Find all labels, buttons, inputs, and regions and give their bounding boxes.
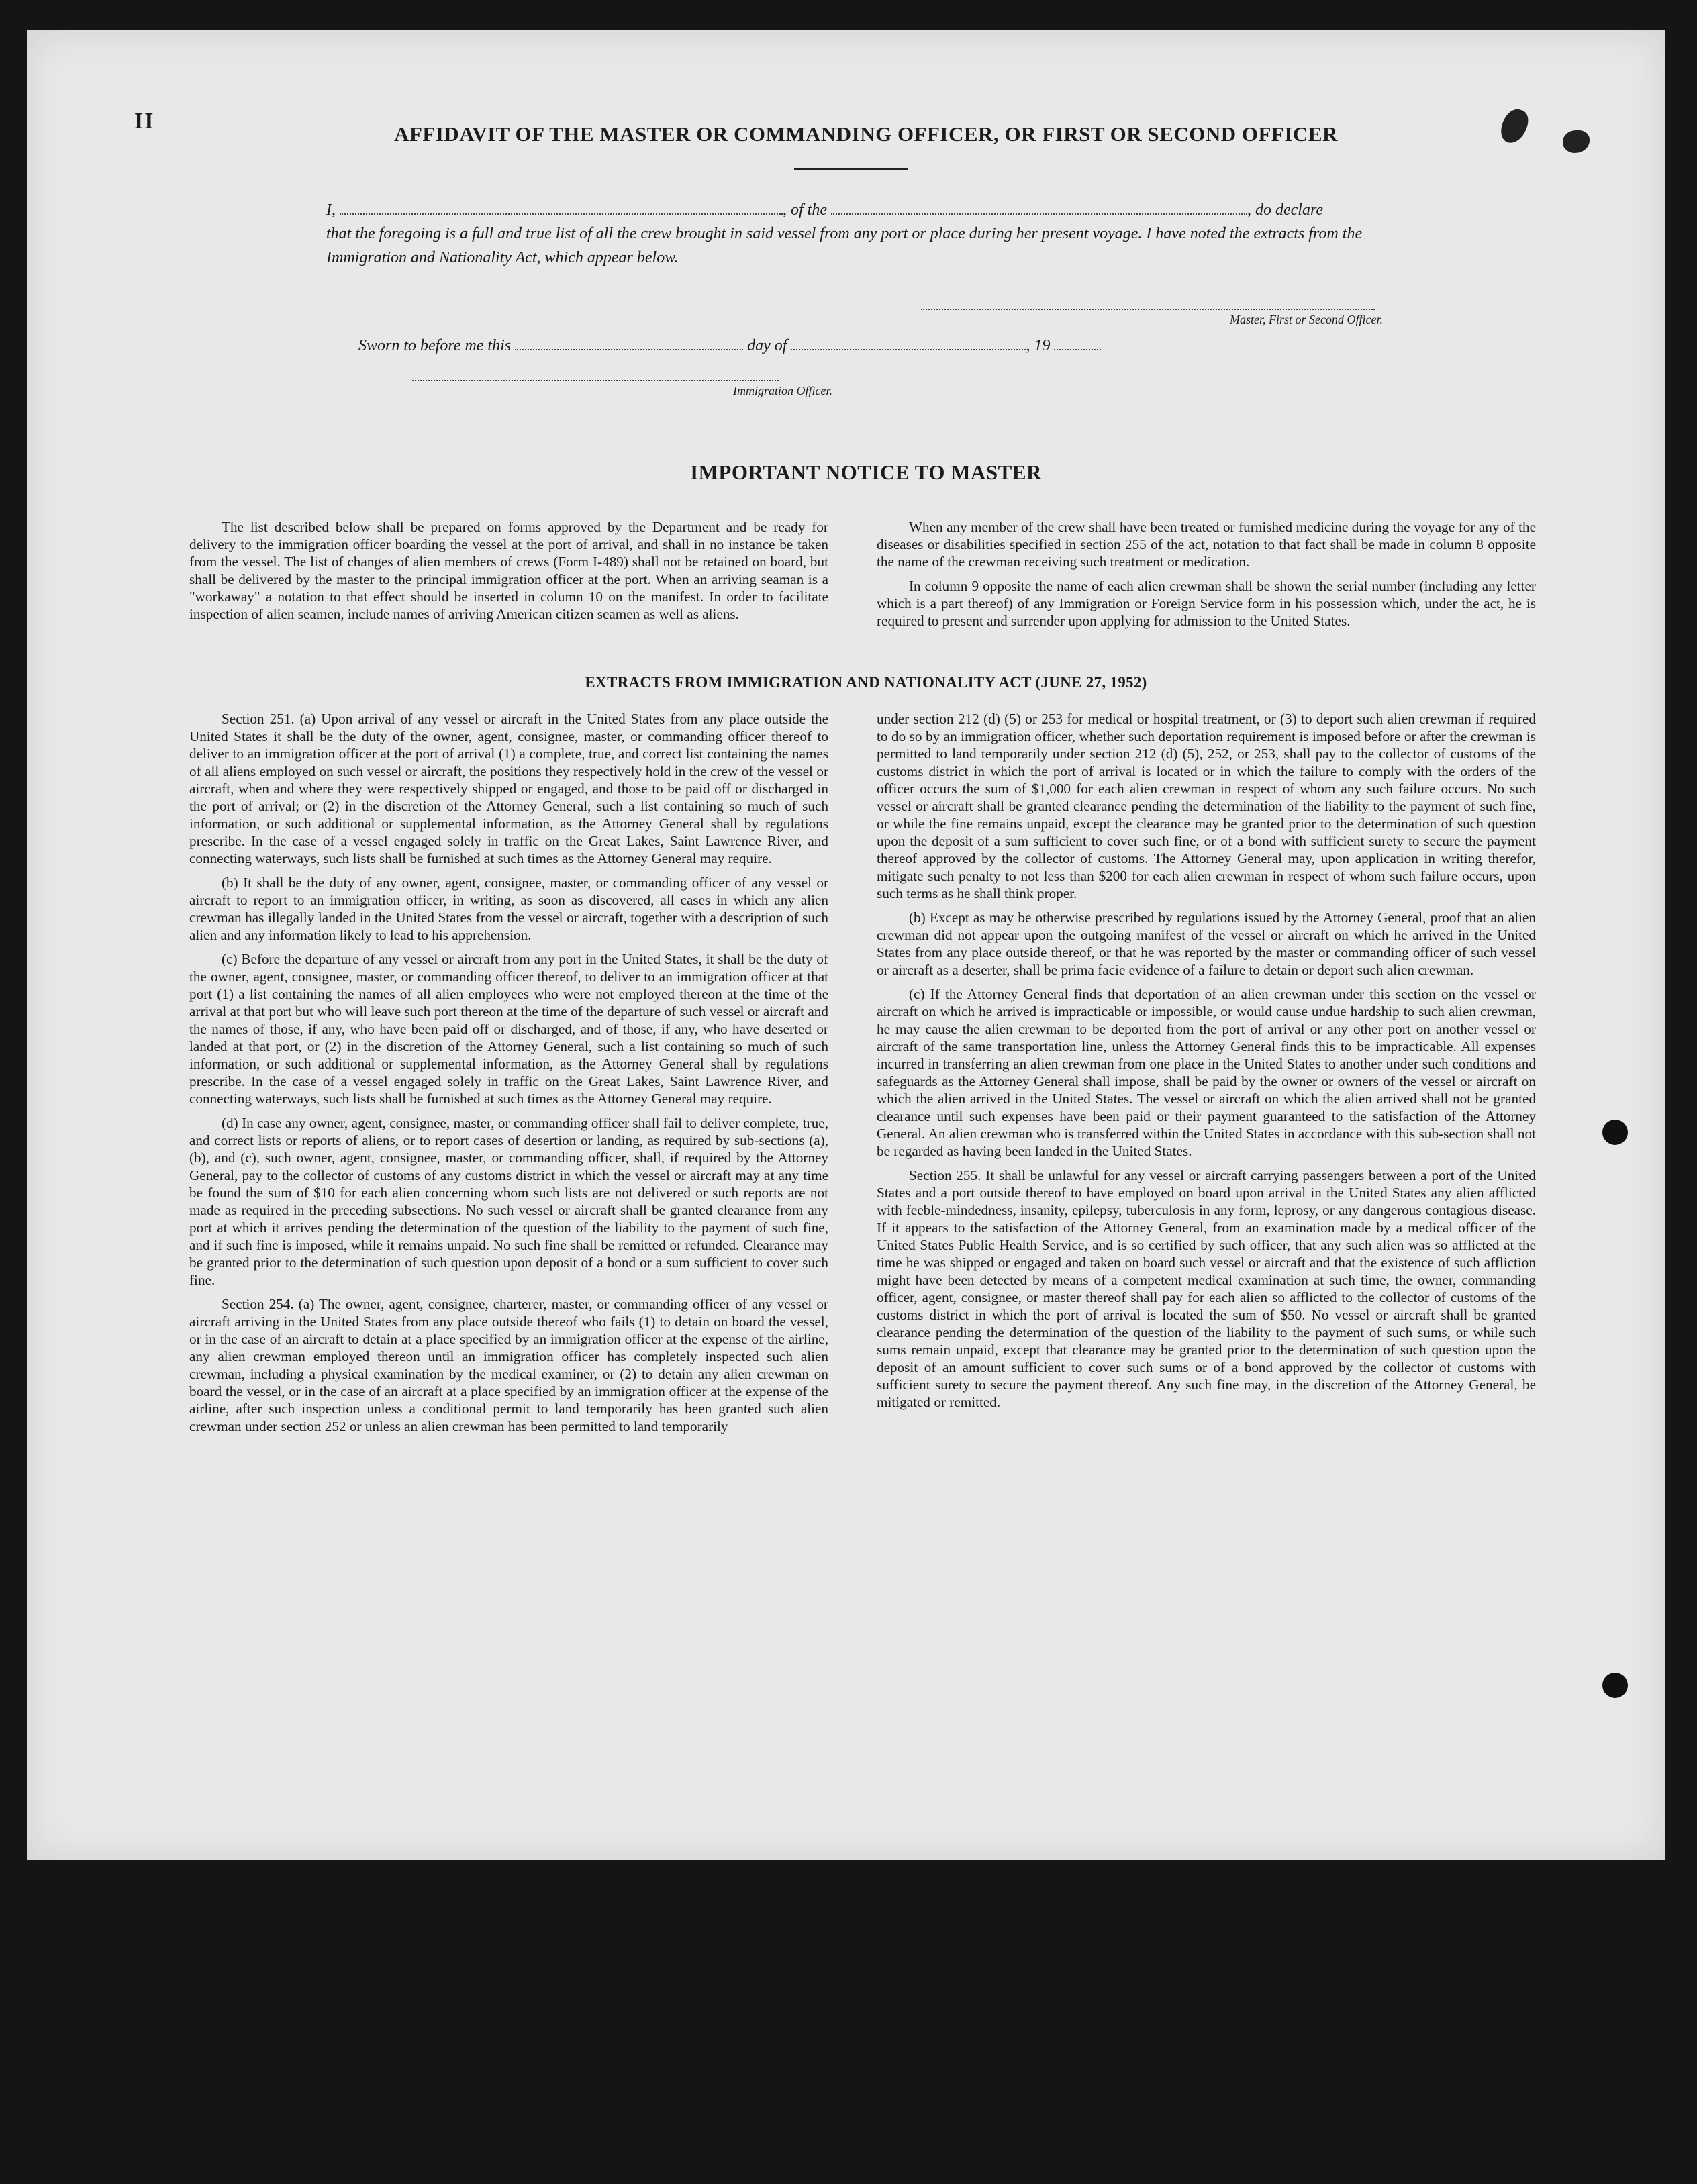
month-blank: [791, 334, 1026, 350]
extracts-title: EXTRACTS FROM IMMIGRATION AND NATIONALITY ACT (JUNE 27, 1952): [585, 674, 1147, 691]
year-blank: [1054, 334, 1101, 350]
act-paragraph: (c) Before the departure of any vessel or aircraft from any port in the United States, it shall be the duty of the owner, agent, consignee, master, or commanding officer thereof, to deliver to an immigration officer at that port (1) a list containing the names of all alien employees who were not employed thereon at the time of the arrival at that port but who will leave such port thereon at the time of the departure of such vessel or aircraft and the names of those, if any, who have been paid off or discharged, and of those, if any, who have deserted or landed at that port, or (2) in the discretion of the Attorney General, such a list containing so much of such information, or such additional or supplemental information, as the Attorney General shall by regulations prescribe. In the case of a vessel engaged solely in traffic on the Great Lakes, Saint Lawrence River, and connecting waterways, such lists shall be furnished at such times as the Attorney General may require.: [189, 951, 828, 1107]
act-paragraph: (b) Except as may be otherwise prescribed by regulations issued by the Attorney General, proof that an alien crewman did not appear upon the outgoing manifest of the vessel or aircraft on which he arrived in the United States from any place outside thereof, or that he was reported by the master or commanding officer of such vessel or aircraft as a deserter, shall be prima facie evidence of a failure to detain or deport such alien crewman.: [877, 909, 1536, 978]
declaration-text: that the foregoing is a full and true list of all the crew brought in said vessel from any port or place during her present voyage. I have noted the extracts from the Immigration and Nationality Act, which appear below.: [326, 225, 1363, 266]
vessel-blank: [831, 199, 1247, 215]
master-caption: Master, First or Second Officer.: [1230, 313, 1383, 326]
declaration-line-1: [326, 199, 1400, 221]
act-paragraph: Section 255. It shall be unlawful for any vessel or aircraft carrying passengers between a port of the United States and a port outside thereof to have employed on board upon arrival in the United States any alien afflicted with feeble-mindedness, insanity, epilepsy, tuberculosis in any form, leprosy, or any dangerous contagious disease. If it appears to the satisfaction of the Attorney General, from an examination made by a medical officer of the United States Public Health Service, and is so certified by such officer, that any such alien was so afflicted at the time he was shipped or engaged and taken on board such vessel or aircraft and that the existence of such affliction might have been detected by means of a competent medical examination at such time, the owner, commanding officer, agent, consignee, or master thereof shall pay for each alien so afflicted to the collector of customs of the customs district in which the port of arrival is located the sum of $50. No vessel or aircraft shall be granted clearance pending the determination of the question of the liability to the payment of such sums, or while such sums remain unpaid, except that clearance may be granted prior to the determination of such question upon the deposit of an amount sufficient to cover such sums or of a bond approved by the collector of customs with sufficient surety to secure the payment thereof. Any such fine may, in the discretion of the Attorney General, be mitigated or remitted.: [877, 1167, 1536, 1410]
of-the-label: , of the: [783, 201, 827, 219]
master-signature-line: [921, 309, 1375, 310]
page-number: II: [134, 109, 155, 134]
name-blank: [340, 199, 783, 215]
sworn-line: [358, 334, 1164, 357]
notice-paragraph: The list described below shall be prepared on forms approved by the Department and be ready for delivery to the immigration officer boarding the vessel at the port of arrival, and shall in no instance be taken from the vessel. The list of changes of alien members of crews (Form I-489) shall not be retained on board, but shall be delivered by the master to the principal immigration officer at the port. When an arriving seaman is a "workaway" a notation to that effect should be inserted in column 10 on the manifest. In order to facilitate inspection of alien seamen, include names of arriving American citizen seamen as well as aliens.: [189, 519, 828, 622]
document-page: [27, 30, 1665, 1860]
officer-signature-line: [412, 380, 779, 381]
punch-hole: [1602, 1120, 1628, 1145]
officer-caption: Immigration Officer.: [733, 384, 832, 397]
notice-title: IMPORTANT NOTICE TO MASTER: [690, 460, 1042, 484]
act-paragraph: under section 212 (d) (5) or 253 for medical or hospital treatment, or (3) to deport such alien crewman if required to do so by an immigration officer, whether such deportation requirement is imposed before or after the crewman is permitted to land temporarily under section 212 (d) (5), 252, or 253, shall pay to the collector of customs of the customs district in which the port of arrival is located or in which the failure to comply with the orders of the officer occurs the sum of $1,000 for each alien crewman in respect of whom any such failure occurs. No such vessel or aircraft shall be granted clearance pending the determination of the liability to the payment of such fine, or while the fine remains unpaid, except the clearance may be granted prior to the determination of such question upon the deposit of a sum sufficient to cover such fine, or of a bond with sufficient surety to secure the payment thereof approved by the collector of customs. The Attorney General may, upon application in writing therefor, mitigate such penalty to not less than $200 for each alien crewman in respect of whom such failure occurs, upon such terms as he shall think proper.: [877, 711, 1536, 901]
punch-hole: [1602, 1673, 1628, 1698]
day-blank: [515, 334, 743, 350]
act-paragraph: Section 254. (a) The owner, agent, consignee, charterer, master, or commanding officer of any vessel or aircraft arriving in the United States from any place outside thereof who fails (1) to detain on board the vessel, or in the case of an aircraft to detain at a place specified by an immigration officer at the expense of the airline, any alien crewman employed thereon until an immigration officer has completely inspected such alien crewman, including a physical examination by the medical examiner, or (2) to detain any alien crewman on board the vessel, or in the case of an aircraft at a place specified by an immigration officer at the expense of the airline, after such inspection unless a conditional permit to land temporarily has been granted such alien crewman under section 252 or unless an alien crewman has been permitted to land temporarily: [189, 1296, 828, 1434]
do-declare-label: , do declare: [1247, 201, 1324, 219]
title-rule: [794, 168, 908, 170]
notice-paragraph: When any member of the crew shall have been treated or furnished medicine during the voyage for any of the diseases or disabilities specified in section 255 of the act, notation to that fact shall be made in column 8 opposite the name of the crewman receiving such treatment or medication.: [877, 519, 1536, 570]
act-paragraph: (d) In case any owner, agent, consignee, master, or commanding officer shall fail to deliver complete, true, and correct lists or reports of aliens, or to report cases of desertion or landing, as required by sub-sections (a), (b), and (c), such owner, agent, consignee, master, or commanding officer, shall, if required by the Attorney General, pay to the collector of customs of any customs district in which the vessel or aircraft may at any time be found the sum of $10 for each alien concerning whom such lists are not delivered or such reports are not made as required in the preceding subsections. No such vessel or aircraft shall be granted clearance from any port at which it arrives pending the determination of the question of the liability to the payment of such fine, and if such fine is imposed, while it remains unpaid. No such fine shall be remitted or refunded. Clearance may be granted prior to the determination of such question upon deposit of a bond or a sum sufficient to cover such fine.: [189, 1115, 828, 1288]
affidavit-title: AFFIDAVIT OF THE MASTER OR COMMANDING OFFICER, OR FIRST OR SECOND OFFICER: [394, 122, 1338, 146]
year-label: , 19: [1026, 337, 1051, 354]
notice-paragraph: In column 9 opposite the name of each alien crewman shall be shown the serial number (including any letter which is a part thereof) of any Immigration or Foreign Service form in his possession which, under the act, he is required to present and surrender upon applying for admission to the United States.: [877, 578, 1536, 629]
day-of-label: day of: [747, 337, 787, 354]
i-label: I,: [326, 201, 336, 219]
ink-blot: [1563, 130, 1590, 153]
extracts-right-column: [877, 710, 1536, 1418]
notice-right-column: [877, 518, 1536, 636]
act-paragraph: (c) If the Attorney General finds that deportation of an alien crewman under this section on the vessel or aircraft on which he arrived is impracticable or impossible, or would cause undue hardship to such alien crewman, he may cause the alien crewman to be deported from the port of arrival or any other port on another vessel or aircraft of the same transportation line, unless the Attorney General finds this to be impracticable. All expenses incurred in transferring an alien crewman from one place in the United States to another under such conditions and safeguards as the Attorney General shall impose, shall be paid by the owner or owners of the vessel or aircraft on which the alien arrived in the United States. The vessel or aircraft on which the alien arrived shall not be granted clearance until such expenses have been paid or their payment guaranteed to the satisfaction of the Attorney General. An alien crewman who is transferred within the United States in accordance with this sub-section shall not be regarded as having been landed in the United States.: [877, 986, 1536, 1159]
extracts-left-column: [189, 710, 828, 1442]
sworn-label: Sworn to before me this: [358, 337, 512, 354]
notice-left-column: [189, 518, 828, 630]
act-paragraph: Section 251. (a) Upon arrival of any vessel or aircraft in the United States from any place outside the United States it shall be the duty of the owner, agent, consignee, master, or commanding officer thereof to deliver to an immigration officer at the port of arrival (1) a complete, true, and correct list containing the names of all aliens employed on such vessel or aircraft, the positions they respectively hold in the crew of the vessel or aircraft, when and where they were respectively shipped or engaged, and those to be paid off or discharged in the port of arrival; or (2) in the discretion of the Attorney General, such a list containing so much of such information, or such additional or supplemental information, as the Attorney General shall by regulations prescribe. In the case of a vessel engaged solely in traffic on the Great Lakes, Saint Lawrence River, and connecting waterways, such lists shall be furnished at such times as the Attorney General may require.: [189, 711, 828, 866]
act-paragraph: (b) It shall be the duty of any owner, agent, consignee, master, or commanding officer of any vessel or aircraft to report to an immigration officer, in writing, as soon as discovered, all cases in which any alien crewman has illegally landed in the United States from the vessel or aircraft, together with a description of such alien and any information likely to lead to his apprehension.: [189, 875, 828, 943]
